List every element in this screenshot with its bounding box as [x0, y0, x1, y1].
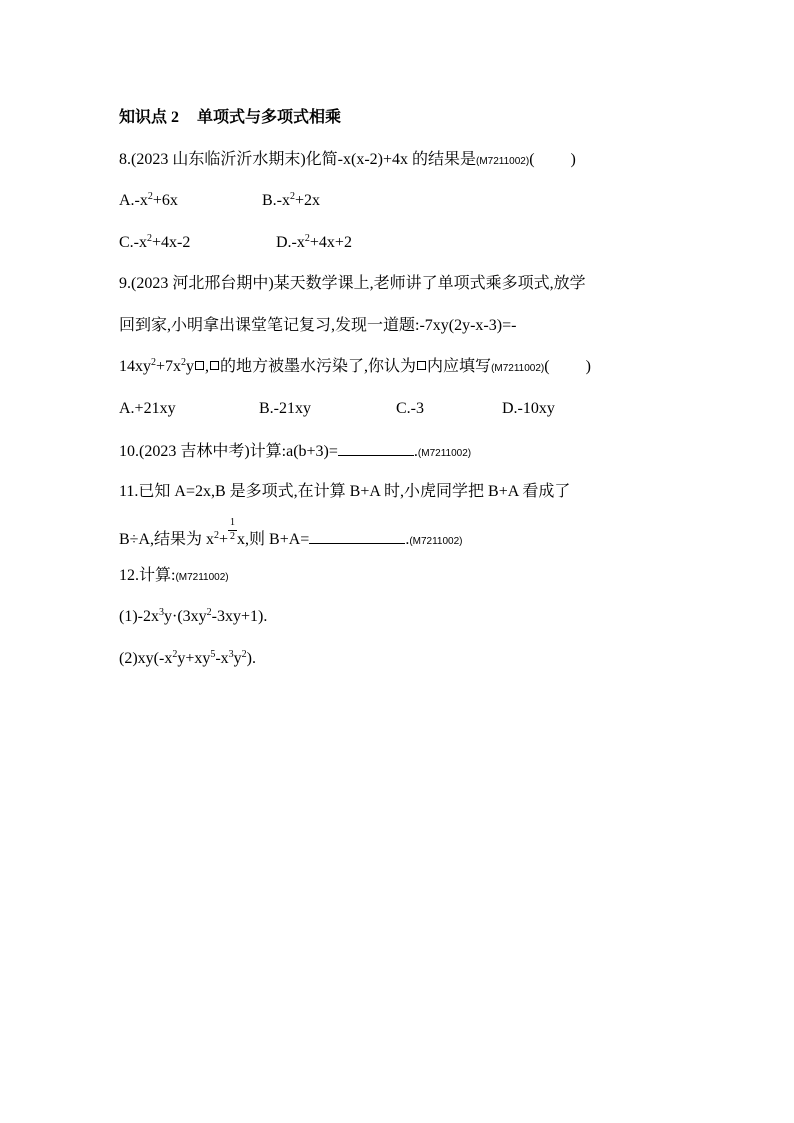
question-8-text: 8.(2023 山东临沂沂水期末)化简-x(x-2)+4x 的结果是 [119, 151, 476, 168]
answer-blank[interactable] [309, 529, 405, 544]
option-b[interactable]: B.-21xy [259, 400, 311, 417]
option-a[interactable]: A.+21xy [119, 400, 176, 417]
section-heading [119, 108, 341, 128]
blank-box [195, 361, 204, 370]
section-label: 知识点 2 [119, 109, 180, 126]
question-12-part-2: $(2)xy(-x^2y+xy^5-x^3y^2)$. [119, 649, 256, 667]
question-8-code: (M7211002) [476, 156, 530, 167]
answer-paren[interactable]: ( ) [529, 151, 576, 168]
question-12-code: (M7211002) [175, 572, 229, 583]
question-9-line-3: $14xy^2+7x^2y$ , 的地方被墨水污染了,你认为 内应填写(M7211002)( ) [119, 357, 591, 375]
fraction: $\frac{1}{2}$ [230, 517, 236, 542]
answer-paren[interactable]: ( ) [544, 358, 591, 375]
section-title: 单项式与多项式相乘 [197, 109, 342, 126]
option-c[interactable]: $C.-x^2+4x-2$ [119, 233, 191, 251]
question-9-code: (M7211002) [491, 363, 545, 374]
question-12-part-1: $(1)-2x^3y\cdot(3xy^2-3xy+1)$. [119, 607, 268, 625]
blank-box [210, 361, 219, 370]
question-12: 12.计算:(M7211002) [119, 567, 229, 584]
question-10: 10.(2023 吉林中考)计算:a(b+3)= .(M7211002) [119, 443, 472, 460]
question-8 [119, 150, 576, 172]
question-10-code: (M7211002) [417, 448, 472, 459]
question-11-code: (M7211002) [409, 536, 463, 547]
question-9-line-1: 9.(2023 河北邢台期中)某天数学课上,老师讲了单项式乘多项式,放学 [119, 275, 586, 292]
option-a[interactable]: $A.-x^2+6x$ [119, 191, 178, 209]
option-d[interactable]: D.-10xy [502, 400, 555, 417]
option-c[interactable]: C.-3 [396, 400, 424, 417]
blank-box [417, 361, 426, 370]
answer-blank[interactable] [338, 441, 414, 456]
option-b[interactable]: $B.-x^2+2x$ [262, 191, 321, 209]
option-d[interactable]: $D.-x^2+4x+2$ [276, 233, 352, 251]
question-11-line-1: 11.已知 A=2x,B 是多项式,在计算 B+A 时,小虎同学把 B+A 看成了 [119, 483, 571, 500]
question-11-line-2: B÷A,结果为 $x^2+$ $\frac{1}{2}$ x,则 B+A= .(M7211002) [119, 517, 463, 548]
question-9-line-2: 回到家,小明拿出课堂笔记复习,发现一道题:-7xy(2y-x-3)=- [119, 317, 517, 334]
